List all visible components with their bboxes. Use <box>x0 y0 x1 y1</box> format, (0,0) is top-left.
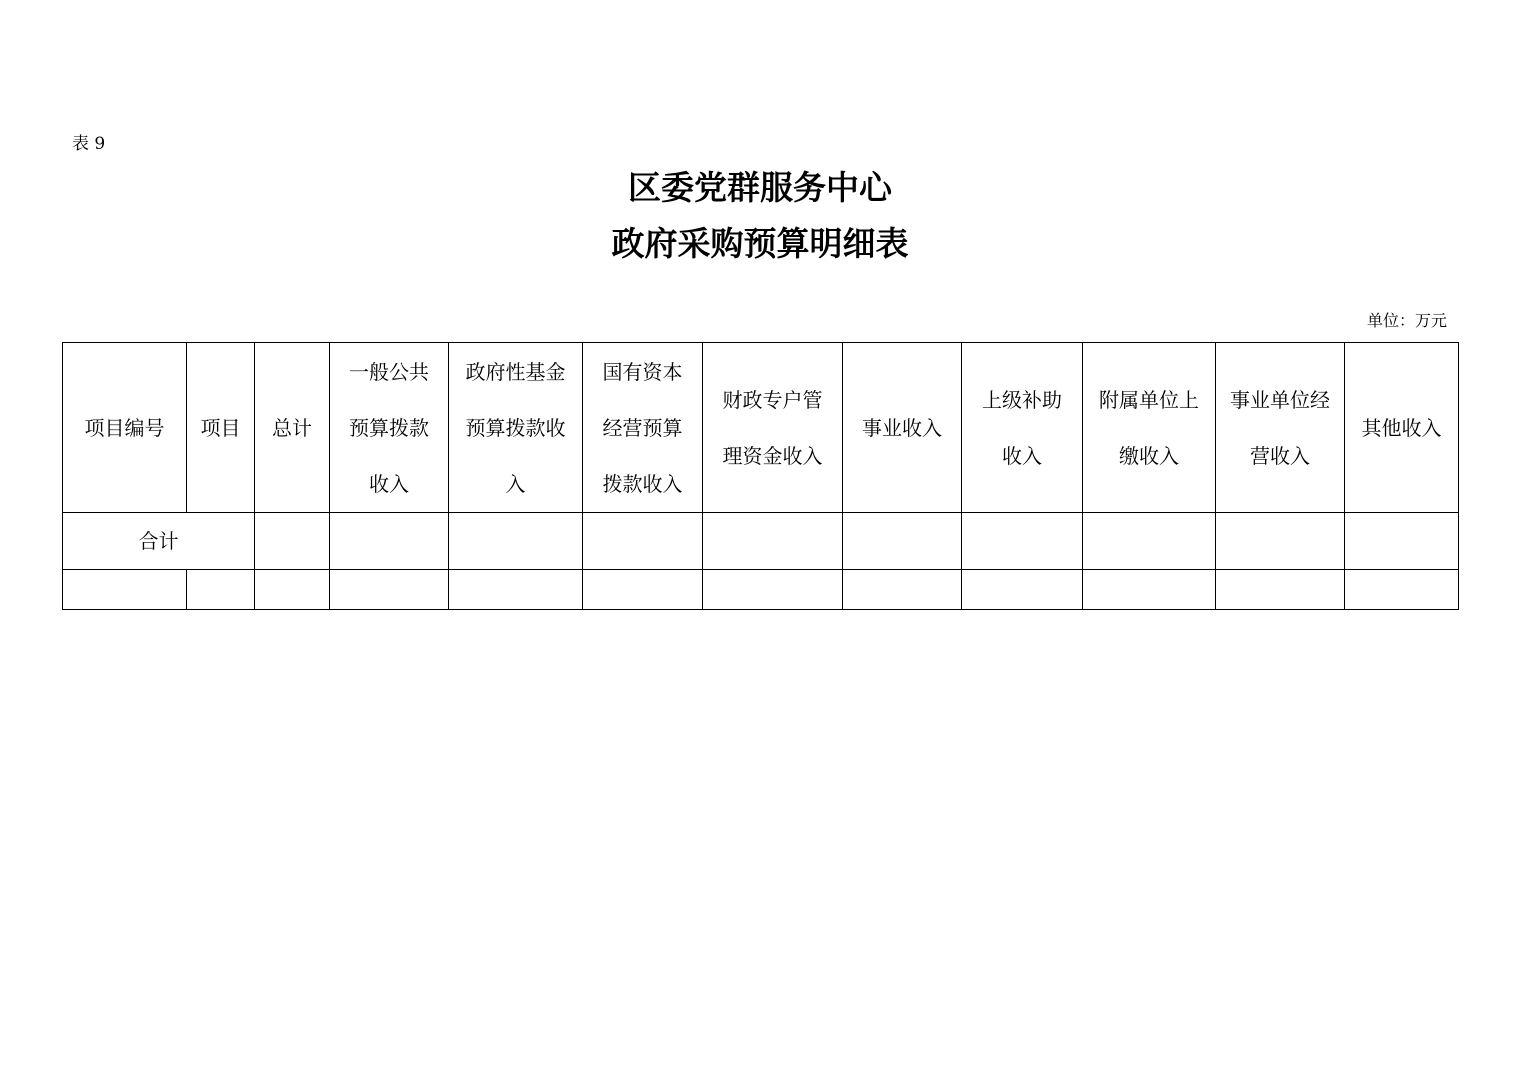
column-header-line: 预算拨款收 <box>465 415 566 440</box>
total-cell <box>1345 513 1459 570</box>
column-header <box>63 343 187 513</box>
column-header-line: 政府性基金 <box>465 359 566 384</box>
table-number: 表 9 <box>72 134 106 154</box>
total-cell <box>255 513 330 570</box>
total-cell <box>843 513 962 570</box>
table-cell <box>703 570 843 610</box>
column-header-line: 收入 <box>1002 443 1042 468</box>
column-header-line: 收入 <box>369 471 409 496</box>
document-title-line-2: 政府采购预算明细表 <box>611 224 909 263</box>
column-header-line: 财政专户管 <box>722 387 823 412</box>
total-cell <box>962 513 1083 570</box>
column-header-line: 项目 <box>200 415 241 440</box>
column-header-line: 入 <box>505 471 526 496</box>
column-header <box>255 343 330 513</box>
table-cell <box>1216 570 1345 610</box>
table-cell <box>583 570 703 610</box>
column-header <box>962 343 1083 513</box>
column-header <box>703 343 843 513</box>
table-cell <box>187 570 255 610</box>
column-header <box>449 343 583 513</box>
column-header-line: 上级补助 <box>982 387 1062 412</box>
column-header <box>1345 343 1459 513</box>
total-cell <box>583 513 703 570</box>
table-cell <box>1345 570 1459 610</box>
unit-label: 单位：万元 <box>1366 311 1447 330</box>
column-header-line: 事业单位经 <box>1230 387 1330 412</box>
total-cell <box>703 513 843 570</box>
column-header <box>1083 343 1216 513</box>
column-header <box>583 343 703 513</box>
column-header-line: 一般公共 <box>349 359 429 384</box>
total-cell <box>449 513 583 570</box>
total-cell <box>1216 513 1345 570</box>
column-header-line: 预算拨款 <box>349 415 429 440</box>
table-cell <box>449 570 583 610</box>
column-header-line: 经营预算 <box>602 415 683 440</box>
column-header <box>187 343 255 513</box>
column-header <box>330 343 449 513</box>
total-cell <box>330 513 449 570</box>
table-cell <box>255 570 330 610</box>
table-cell <box>962 570 1083 610</box>
column-header-line: 国有资本 <box>602 359 683 384</box>
table-row <box>63 570 1459 610</box>
total-label: 合计 <box>63 513 255 570</box>
column-header-line: 理资金收入 <box>722 443 823 468</box>
column-header <box>843 343 962 513</box>
column-header-line: 事业收入 <box>862 415 942 440</box>
total-row <box>63 513 1459 570</box>
table-cell <box>63 570 187 610</box>
table-cell <box>330 570 449 610</box>
header-row <box>63 343 1459 513</box>
column-header-line: 其他收入 <box>1361 415 1442 440</box>
column-header-line: 缴收入 <box>1119 443 1179 468</box>
column-header-line: 营收入 <box>1250 443 1310 468</box>
total-cell <box>1083 513 1216 570</box>
table-cell <box>843 570 962 610</box>
column-header-line: 拨款收入 <box>602 471 683 496</box>
column-header-line: 总计 <box>272 415 312 440</box>
column-header <box>1216 343 1345 513</box>
table-cell <box>1083 570 1216 610</box>
budget-table <box>62 342 1459 610</box>
column-header-line: 项目编号 <box>84 415 165 440</box>
document-title-line-1: 区委党群服务中心 <box>628 168 892 207</box>
column-header-line: 附属单位上 <box>1099 387 1199 412</box>
